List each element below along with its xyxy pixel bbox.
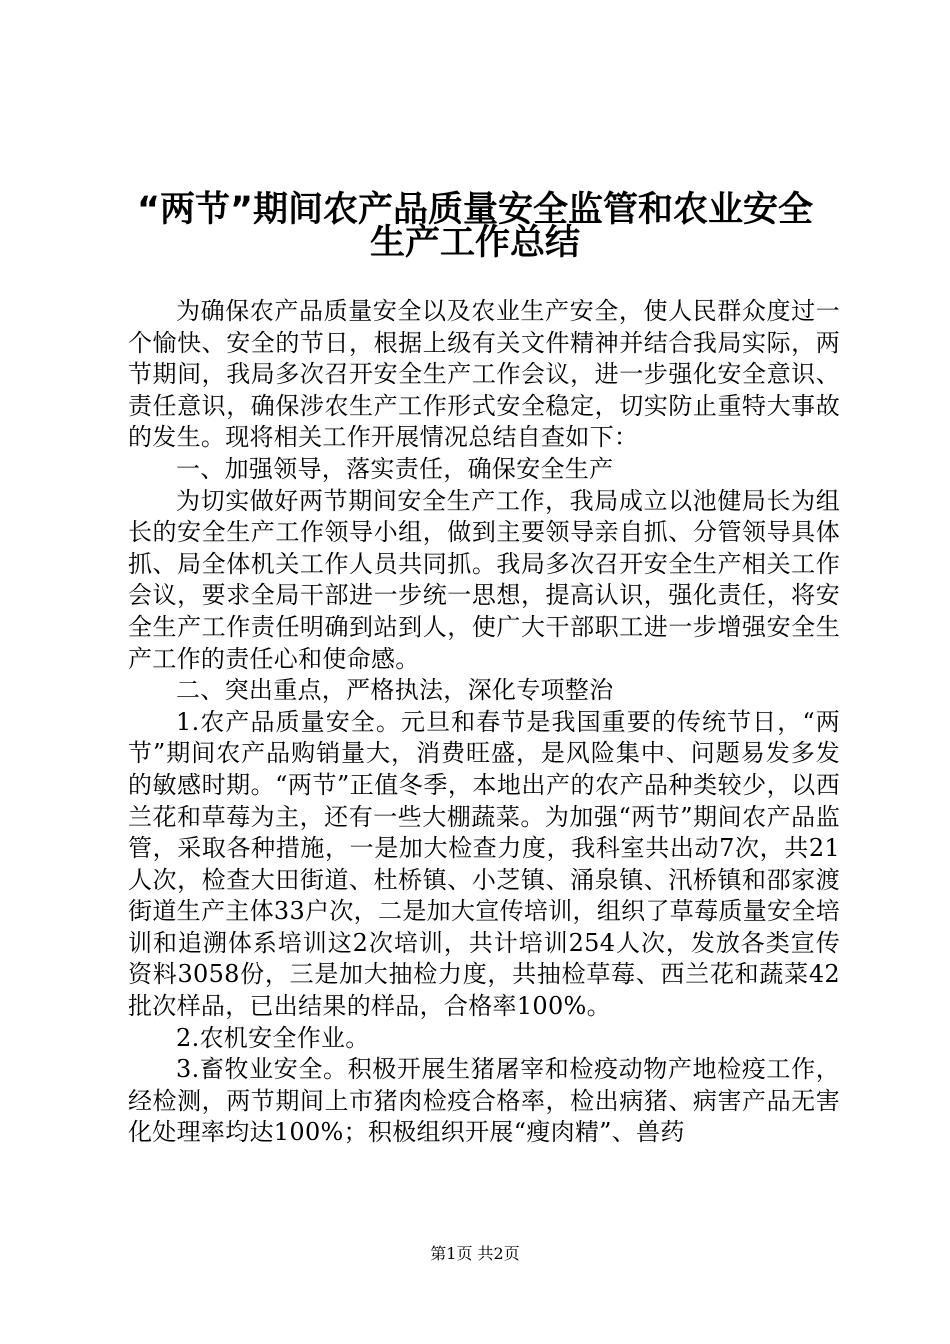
page-footer: 第1页 共2页 (430, 1244, 520, 1263)
section-heading-1: 一、加强领导，落实责任，确保安全生产 (176, 454, 614, 483)
intro-paragraph: 为确保农产品质量安全以及农业生产安全，使人民群众度过一个愉快、安全的节日，根据上级有关文件精神并结合我局实际，两节期间，我局多次召开安全生产工作会议，进一步强化安全意识、责任意识，确保涉农生产工作形式安全稳定，切实防止重特大事故的发生。现将相关工作开展情况总结自查如下： (128, 297, 840, 452)
document-title-line-2: 生产工作总结 (369, 223, 580, 263)
item-3-paragraph: 3.畜牧业安全。积极开展生猪屠宰和检疫动物产地检疫工作，经检测，两节期间上市猪肉检疫合格率，检出病猪、病害产品无害化处理率均达100%；积极组织开展“瘦肉精”、兽药 (128, 1055, 840, 1147)
item-1-paragraph: 1.农产品质量安全。元旦和春节是我国重要的传统节日，“两节”期间农产品购销量大，消费旺盛，是风险集中、问题易发多发的敏感时期。“两节”正值冬季，本地出产的农产品种类较少，以西兰花和草莓为主，还有一些大棚蔬菜。为加强“两节”期间农产品监管，采取各种措施，一是加大检查力度，我科室共出动7次，共21人次，检查大田街道、杜桥镇、小芝镇、涌泉镇、汛桥镇和邵家渡街道生产主体33户次，二是加大宣传培训，组织了草莓质量安全培训和追溯体系培训这2次培训，共计培训254人次，发放各类宣传资料3058份，三是加大抽检力度，共抽检草莓、西兰花和蔬菜42批次样品，已出结果的样品，合格率100%。 (128, 707, 840, 1021)
item-2-paragraph: 2.农机安全作业。 (176, 1023, 370, 1052)
section-1-paragraph: 为切实做好两节期间安全生产工作，我局成立以池健局长为组长的安全生产工作领导小组，做到主要领导亲自抓、分管领导具体抓、局全体机关工作人员共同抓。我局多次召开安全生产相关工作会议，要求全局干部进一步统一思想，提高认识，强化责任，将安全生产工作责任明确到站到人，使广大干部职工进一步增强安全生产工作的责任心和使命感。 (128, 486, 840, 673)
document-body (128, 296, 840, 1149)
section-heading-2: 二、突出重点，严格执法，深化专项整治 (176, 676, 614, 705)
document-title-line-1: “两节”期间农产品质量安全监管和农业安全 (136, 190, 813, 230)
